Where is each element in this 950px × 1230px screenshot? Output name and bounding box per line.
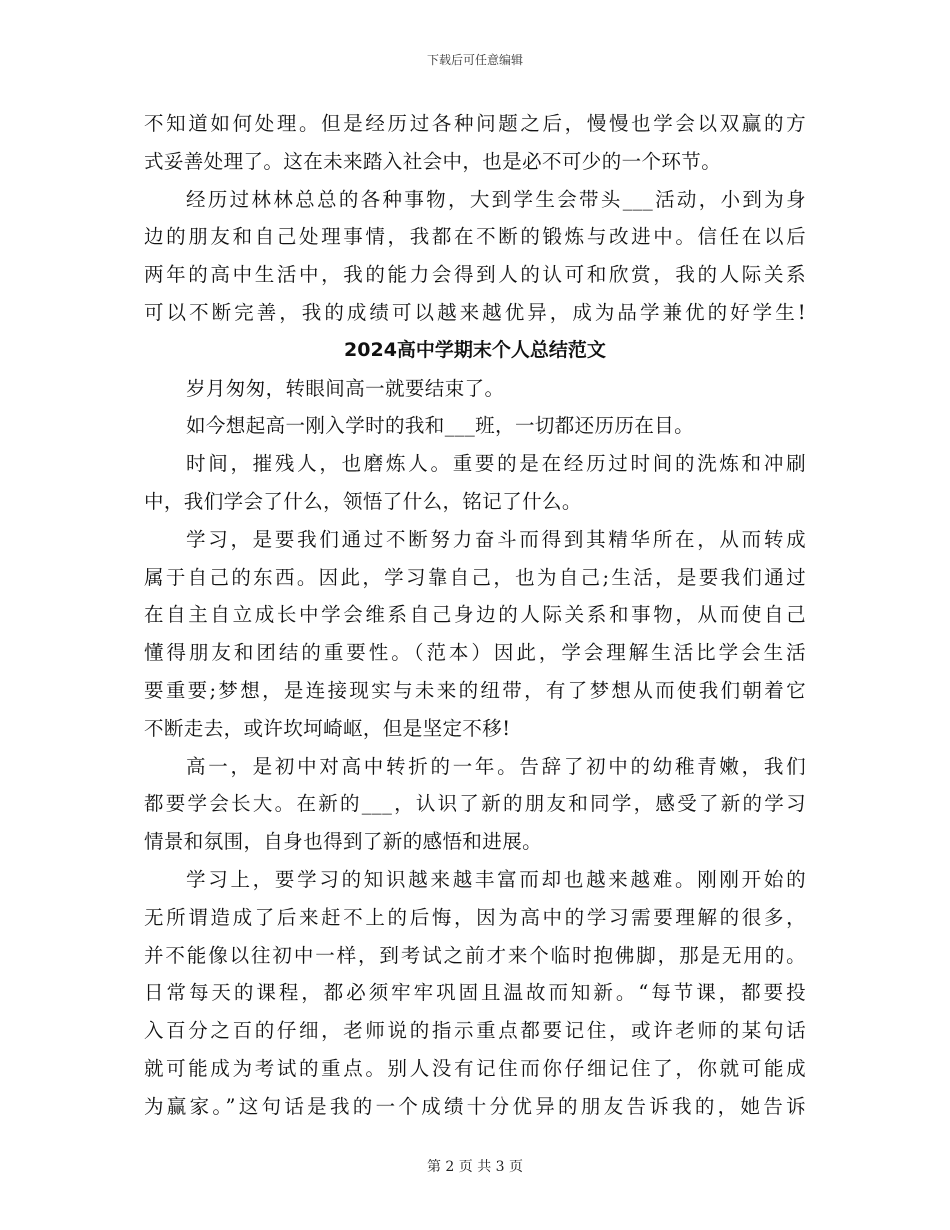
paragraph-line: 可以不断完善，我的成绩可以越来越优异，成为品学兼优的好学生! <box>144 300 806 324</box>
page-header: 下载后可任意编辑 <box>426 53 523 67</box>
paragraph-line: 并不能像以往初中一样，到考试之前才来个临时抱佛脚，那是无用的。 <box>144 943 806 967</box>
paragraph-line: 日常每天的课程，都必须牢牢巩固且温故而知新。“每节课，都要投 <box>144 981 806 1005</box>
paragraph-line: 为赢家。”这句话是我的一个成绩十分优异的朋友告诉我的，她告诉 <box>144 1094 806 1118</box>
document-body <box>144 105 806 1126</box>
paragraph-line: 入百分之百的仔细，老师说的指示重点都要记住，或许老师的某句话 <box>144 1019 806 1043</box>
paragraph-line: 中，我们学会了什么，领悟了什么，铭记了什么。 <box>144 489 582 513</box>
paragraph-line: 岁月匆匆，转眼间高一就要结束了。 <box>186 376 505 400</box>
section-title: 2024高中学期末个人总结范文 <box>344 338 606 361</box>
paragraph-line: 高一，是初中对高中转折的一年。告辞了初中的幼稚青嫩，我们 <box>186 754 806 778</box>
paragraph-line: 学习，是要我们通过不断努力奋斗而得到其精华所在，从而转成 <box>186 527 806 551</box>
paragraph-line: 如今想起高一刚入学时的我和___班，一切都还历历在目。 <box>186 414 695 438</box>
paragraph-line: 两年的高中生活中，我的能力会得到人的认可和欣赏，我的人际关系 <box>144 263 806 287</box>
page-footer: 第 2 页 共 3 页 <box>426 1159 524 1175</box>
paragraph-line: 都要学会长大。在新的___，认识了新的朋友和同学，感受了新的学习 <box>144 792 806 816</box>
paragraph-line: 学习上，要学习的知识越来越丰富而却也越来越难。刚刚开始的 <box>186 867 806 891</box>
paragraph-line: 不知道如何处理。但是经历过各种问题之后，慢慢也学会以双赢的方 <box>144 112 806 135</box>
paragraph-line: 属于自己的东西。因此，学习靠自己，也为自己;生活，是要我们通过 <box>144 565 806 589</box>
paragraph-line: 时间，摧残人，也磨炼人。重要的是在经历过时间的洗炼和冲刷 <box>186 452 806 476</box>
paragraph-line: 情景和氛围，自身也得到了新的感悟和进展。 <box>144 830 543 854</box>
paragraph-line: 就可能成为考试的重点。别人没有记住而你仔细记住了，你就可能成 <box>144 1056 806 1080</box>
paragraph-line: 要重要;梦想，是连接现实与未来的纽带，有了梦想从而使我们朝着它 <box>144 678 806 702</box>
paragraph-line: 在自主自立成长中学会维系自己身边的人际关系和事物，从而使自己 <box>144 603 806 627</box>
paragraph-line: 无所谓造成了后来赶不上的后悔，因为高中的学习需要理解的很多， <box>144 905 806 929</box>
paragraph-line: 式妥善处理了。这在未来踏入社会中，也是必不可少的一个环节。 <box>144 149 722 173</box>
paragraph-line: 边的朋友和自己处理事情，我都在不断的锻炼与改进中。信任在以后 <box>144 225 806 249</box>
paragraph-line: 经历过林林总总的各种事物，大到学生会带头___活动，小到为身 <box>186 187 806 211</box>
paragraph-line: 不断走去，或许坎坷崎岖，但是坚定不移! <box>144 716 511 740</box>
paragraph-line: 懂得朋友和团结的重要性。（范本）因此，学会理解生活比学会生活 <box>144 641 806 665</box>
